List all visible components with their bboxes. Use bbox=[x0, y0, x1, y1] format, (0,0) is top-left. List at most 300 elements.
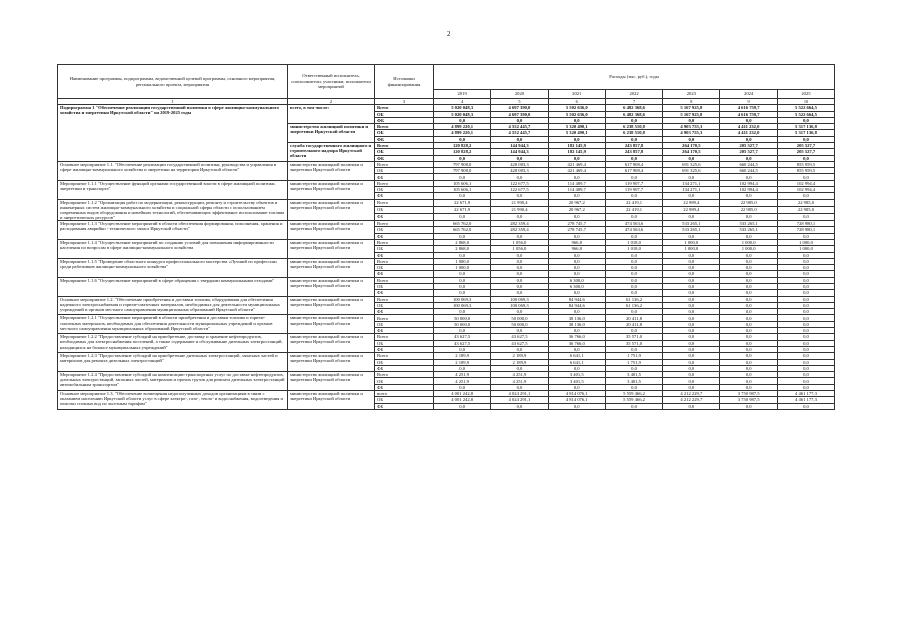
amount-cell: 120 828,2 bbox=[434, 149, 491, 155]
amount-cell: 966,8 bbox=[548, 239, 605, 245]
amount-cell: 144 944,3 bbox=[491, 149, 548, 155]
amount-cell: 0,0 bbox=[548, 258, 605, 264]
amount-cell: 2 189,9 bbox=[491, 359, 548, 365]
amount-cell: 134 271,1 bbox=[663, 187, 720, 193]
budget-table bbox=[57, 64, 835, 410]
amount-cell: 4 251,9 bbox=[434, 372, 491, 378]
amount-cell: 38 136,0 bbox=[548, 315, 605, 321]
amount-cell: 50 000,0 bbox=[491, 315, 548, 321]
amount-cell: 102 994,4 bbox=[777, 187, 834, 193]
amount-cell: 4 251,9 bbox=[491, 372, 548, 378]
amount-cell: 0,0 bbox=[777, 284, 834, 290]
amount-cell: 282 359,4 bbox=[491, 227, 548, 233]
executor-cell: министерство жилищной политики и энергетики Иркутской области bbox=[288, 258, 375, 277]
amount-cell: 0,0 bbox=[605, 265, 662, 271]
amount-cell: 0,0 bbox=[434, 403, 491, 409]
funding-source-cell: ФБ bbox=[375, 193, 434, 199]
amount-cell: 0,0 bbox=[663, 136, 720, 142]
amount-cell: 100 069,3 bbox=[434, 296, 491, 302]
funding-source-cell: ОБ bbox=[375, 397, 434, 403]
amount-cell: 100 069,3 bbox=[434, 302, 491, 308]
amount-cell: 21 990,4 bbox=[491, 199, 548, 206]
amount-cell: 43 627,5 bbox=[491, 340, 548, 346]
program-item-name: Подпрограмма 1 "Обеспечение реализации государственной политики в сфере жилищно-коммунального хозяйства и энергетики Иркутской области" на 2019-2025 годы bbox=[58, 105, 288, 162]
amount-cell: 2 189,9 bbox=[434, 359, 491, 365]
amount-cell: 0,0 bbox=[548, 155, 605, 161]
funding-source-cell: ОБ bbox=[375, 321, 434, 327]
header-year: 2024 bbox=[720, 90, 777, 99]
amount-cell: 4 411 232,0 bbox=[720, 130, 777, 136]
amount-cell: 61 136,2 bbox=[605, 302, 662, 308]
amount-cell: 0,0 bbox=[491, 193, 548, 199]
amount-cell: 0,0 bbox=[548, 193, 605, 199]
amount-cell: 36 766,0 bbox=[548, 340, 605, 346]
amount-cell: 0,0 bbox=[491, 258, 548, 264]
amount-cell: 2 868,0 bbox=[434, 246, 491, 252]
page-number: 2 bbox=[447, 30, 451, 38]
funding-source-cell: Всего bbox=[375, 258, 434, 264]
amount-cell: 0,0 bbox=[548, 117, 605, 123]
executor-cell: министерство жилищной политики и энергетики Иркутской области bbox=[288, 353, 375, 372]
amount-cell: 617 908,4 bbox=[605, 161, 662, 167]
amount-cell: 243 857,8 bbox=[605, 142, 662, 148]
amount-cell: 35 571,0 bbox=[605, 340, 662, 346]
funding-source-cell: ОБ bbox=[375, 246, 434, 252]
funding-source-cell: Всего bbox=[375, 124, 434, 130]
amount-cell: 0,0 bbox=[605, 346, 662, 352]
amount-cell: 84 944,6 bbox=[548, 302, 605, 308]
funding-source-cell: ФБ bbox=[375, 174, 434, 180]
amount-cell: 5 167 925,8 bbox=[663, 111, 720, 117]
amount-cell: 0,0 bbox=[491, 136, 548, 142]
amount-cell: 182 145,9 bbox=[548, 142, 605, 148]
amount-cell: 0,0 bbox=[663, 213, 720, 220]
amount-cell: 0,0 bbox=[605, 258, 662, 264]
amount-cell: 0,0 bbox=[605, 365, 662, 371]
amount-cell: 1 000,0 bbox=[777, 246, 834, 252]
funding-source-cell: ОБ bbox=[375, 227, 434, 233]
amount-cell: 0,0 bbox=[491, 403, 548, 409]
amount-cell: 0,0 bbox=[777, 372, 834, 378]
amount-cell: 6 641,1 bbox=[548, 359, 605, 365]
amount-cell: 660 244,5 bbox=[720, 168, 777, 174]
amount-cell: 205 527,7 bbox=[777, 142, 834, 148]
executor-cell: министерство жилищной политики и энергетики Иркутской области bbox=[288, 239, 375, 258]
amount-cell: 0,0 bbox=[434, 277, 491, 283]
amount-cell: 533 265,1 bbox=[720, 221, 777, 227]
header-executor-column: Ответственный исполнитель, соисполнители, участники, исполнители мероприятий bbox=[288, 65, 375, 99]
amount-cell: 0,0 bbox=[663, 315, 720, 321]
amount-cell: 5 020 048,3 bbox=[434, 105, 491, 111]
amount-cell: 122 677,5 bbox=[491, 187, 548, 193]
amount-cell: 0,0 bbox=[777, 334, 834, 340]
amount-cell: 0,0 bbox=[491, 290, 548, 296]
amount-cell: 0,0 bbox=[491, 265, 548, 271]
amount-cell: 182 145,9 bbox=[548, 149, 605, 155]
funding-source-cell: ФБ bbox=[375, 233, 434, 239]
amount-cell: 100 069,3 bbox=[491, 302, 548, 308]
amount-cell: 0,0 bbox=[663, 117, 720, 123]
amount-cell: 3 401,5 bbox=[548, 372, 605, 378]
amount-cell: 0,0 bbox=[548, 252, 605, 258]
program-item-name: Мероприятие 1.2.1 "Осуществление мероприятий в области приобретения и доставки топлива и горюче-смазочных материалов, необходимых для обеспечения деятельности муниципальных учреждений и органов местного самоуправления муниципальных образований Иркутской области" bbox=[58, 315, 288, 334]
funding-source-cell: ФБ bbox=[375, 155, 434, 161]
amount-cell: 4 899 220,1 bbox=[434, 124, 491, 130]
amount-cell: 0,0 bbox=[605, 271, 662, 277]
amount-cell: 1 000,0 bbox=[777, 239, 834, 245]
funding-source-cell: ФБ bbox=[375, 271, 434, 277]
amount-cell: 1 000,0 bbox=[434, 258, 491, 264]
amount-cell: 0,0 bbox=[663, 284, 720, 290]
funding-source-cell: ОБ bbox=[375, 206, 434, 213]
amount-cell: 0,0 bbox=[720, 328, 777, 334]
funding-source-cell: ОБ bbox=[375, 378, 434, 384]
amount-cell: 0,0 bbox=[663, 296, 720, 302]
amount-cell: 21 990,4 bbox=[491, 206, 548, 213]
amount-cell: 0,0 bbox=[663, 321, 720, 327]
amount-cell: 0,0 bbox=[605, 213, 662, 220]
funding-source-cell: Всего bbox=[375, 142, 434, 148]
amount-cell: 1 018,0 bbox=[605, 246, 662, 252]
amount-cell: 4 616 759,7 bbox=[720, 111, 777, 117]
amount-cell: 4 814 076,1 bbox=[548, 397, 605, 403]
amount-cell: 0,0 bbox=[777, 359, 834, 365]
amount-cell: 1 000,0 bbox=[720, 239, 777, 245]
amount-cell: 0,0 bbox=[548, 174, 605, 180]
amount-cell: 0,0 bbox=[777, 378, 834, 384]
amount-cell: 22 671,9 bbox=[434, 206, 491, 213]
amount-cell: 0,0 bbox=[720, 353, 777, 359]
amount-cell: 1 056,0 bbox=[491, 246, 548, 252]
table-row bbox=[58, 199, 835, 206]
amount-cell: 1 056,0 bbox=[491, 239, 548, 245]
amount-cell: 6 300,0 bbox=[548, 277, 605, 283]
funding-source-cell: ФБ bbox=[375, 290, 434, 296]
table-body bbox=[58, 105, 835, 410]
amount-cell: 50 000,0 bbox=[434, 315, 491, 321]
amount-cell: 5 522 664,5 bbox=[777, 105, 834, 111]
amount-cell: 0,0 bbox=[777, 155, 834, 161]
executor-cell: министерство жилищной политики и энергетики Иркутской области bbox=[288, 221, 375, 240]
amount-cell: 4 001 242,8 bbox=[434, 397, 491, 403]
column-number: 9 bbox=[720, 99, 777, 105]
amount-cell: 144 944,3 bbox=[491, 142, 548, 148]
funding-source-cell: Всего bbox=[375, 239, 434, 245]
column-number: 5 bbox=[491, 99, 548, 105]
amount-cell: 0,0 bbox=[720, 193, 777, 199]
funding-source-cell: ФБ bbox=[375, 403, 434, 409]
amount-cell: 20 411,8 bbox=[605, 321, 662, 327]
amount-cell: 20 411,8 bbox=[605, 315, 662, 321]
funding-source-cell: Всего bbox=[375, 315, 434, 321]
amount-cell: 0,0 bbox=[777, 136, 834, 142]
amount-cell: 428 083,3 bbox=[491, 161, 548, 167]
amount-cell: 2 189,9 bbox=[434, 353, 491, 359]
amount-cell: 0,0 bbox=[777, 233, 834, 239]
amount-cell: 114 489,7 bbox=[548, 180, 605, 186]
executor-cell: всего, в том числе: bbox=[288, 105, 375, 124]
amount-cell: 533 265,1 bbox=[720, 227, 777, 233]
amount-cell: 3 750 987,5 bbox=[720, 397, 777, 403]
column-number: 2 bbox=[288, 99, 375, 105]
funding-source-cell: ОБ bbox=[375, 265, 434, 271]
amount-cell: 0,0 bbox=[663, 378, 720, 384]
executor-cell: министерство жилищной политики и энергетики Иркутской области bbox=[288, 372, 375, 391]
funding-source-cell: ФБ bbox=[375, 365, 434, 371]
amount-cell: 50 000,0 bbox=[434, 321, 491, 327]
executor-cell: министерство жилищной политики и энергетики Иркутской области bbox=[288, 277, 375, 296]
amount-cell: 22 985,0 bbox=[777, 199, 834, 206]
amount-cell: 0,0 bbox=[720, 365, 777, 371]
amount-cell: 4 212 229,7 bbox=[663, 391, 720, 397]
funding-source-cell: Всего bbox=[375, 180, 434, 186]
amount-cell: 264 170,5 bbox=[663, 149, 720, 155]
amount-cell: 0,0 bbox=[663, 365, 720, 371]
amount-cell: 0,0 bbox=[491, 328, 548, 334]
amount-cell: 0,0 bbox=[663, 359, 720, 365]
column-number: 4 bbox=[434, 99, 491, 105]
funding-source-cell: Всего bbox=[375, 161, 434, 167]
amount-cell: 0,0 bbox=[777, 174, 834, 180]
amount-cell: 0,0 bbox=[434, 213, 491, 220]
amount-cell: 2 868,0 bbox=[434, 239, 491, 245]
amount-cell: 134 271,1 bbox=[663, 180, 720, 186]
amount-cell: 0,0 bbox=[720, 296, 777, 302]
amount-cell: 4 616 759,7 bbox=[720, 105, 777, 111]
amount-cell: 0,0 bbox=[434, 233, 491, 239]
amount-cell: 0,0 bbox=[434, 117, 491, 123]
amount-cell: 0,0 bbox=[777, 346, 834, 352]
amount-cell: 0,0 bbox=[491, 384, 548, 390]
executor-cell: министерство жилищной политики и энергетики Иркутской области bbox=[288, 391, 375, 410]
amount-cell: 114 489,7 bbox=[548, 187, 605, 193]
amount-cell: 0,0 bbox=[663, 265, 720, 271]
amount-cell: 0,0 bbox=[605, 117, 662, 123]
column-number: 7 bbox=[605, 99, 662, 105]
header-year: 2022 bbox=[605, 90, 662, 99]
amount-cell: 22 985,0 bbox=[777, 206, 834, 213]
amount-cell: 0,0 bbox=[605, 193, 662, 199]
funding-source-cell: ФБ bbox=[375, 136, 434, 142]
amount-cell: 6 238 510,8 bbox=[605, 124, 662, 130]
amount-cell: 0,0 bbox=[548, 365, 605, 371]
executor-cell: министерство жилищной политики и энергетики Иркутской области bbox=[288, 124, 375, 143]
amount-cell: 0,0 bbox=[663, 403, 720, 409]
program-item-name: Мероприятие 1.2.4 "Предоставление субсидий на компенсацию транспортных услуг по доставке нефтепродуктов, дизельных электростанций, запасных частей, материалов и прочих грузов для ремонта дизельных электростанций автомобильным транспортом" bbox=[58, 372, 288, 391]
funding-source-cell: ОБ bbox=[375, 187, 434, 193]
amount-cell: 0,0 bbox=[491, 346, 548, 352]
amount-cell: 4 212 229,7 bbox=[663, 397, 720, 403]
amount-cell: 0,0 bbox=[663, 346, 720, 352]
header-spending-column: Расходы (тыс. руб.), годы bbox=[434, 65, 835, 90]
amount-cell: 0,0 bbox=[720, 372, 777, 378]
amount-cell: 4 461 177,3 bbox=[777, 397, 834, 403]
amount-cell: 4 411 232,0 bbox=[720, 124, 777, 130]
amount-cell: 205 527,7 bbox=[720, 142, 777, 148]
amount-cell: 61 136,2 bbox=[605, 296, 662, 302]
amount-cell: 0,0 bbox=[548, 403, 605, 409]
amount-cell: 22 989,4 bbox=[663, 206, 720, 213]
header-source-column: Источники финансирования bbox=[375, 65, 434, 99]
amount-cell: 22 419,1 bbox=[605, 199, 662, 206]
executor-cell: министерство жилищной политики и энергетики Иркутской области bbox=[288, 296, 375, 315]
amount-cell: 0,0 bbox=[491, 117, 548, 123]
header-name-column: Наименование программы, подпрограммы, ведомственной целевой программы, основного мероприятия, регионального проекта, мероприятия bbox=[58, 65, 288, 99]
program-item-name: Мероприятие 1.1.6 "Осуществление мероприятий в сфере обращения с твердыми коммунальными отходами" bbox=[58, 277, 288, 296]
amount-cell: 282 359,4 bbox=[491, 221, 548, 227]
funding-source-cell: Всего bbox=[375, 353, 434, 359]
amount-cell: 0,0 bbox=[777, 302, 834, 308]
amount-cell: 0,0 bbox=[777, 271, 834, 277]
amount-cell: 0,0 bbox=[663, 340, 720, 346]
amount-cell: 421 469,4 bbox=[548, 161, 605, 167]
amount-cell: 50 000,0 bbox=[491, 321, 548, 327]
amount-cell: 36 766,0 bbox=[548, 334, 605, 340]
amount-cell: 0,0 bbox=[491, 155, 548, 161]
amount-cell: 278 745,7 bbox=[548, 221, 605, 227]
amount-cell: 0,0 bbox=[777, 277, 834, 283]
amount-cell: 20 967,2 bbox=[548, 206, 605, 213]
amount-cell: 0,0 bbox=[605, 136, 662, 142]
funding-source-cell: ФБ bbox=[375, 117, 434, 123]
amount-cell: 728 980,1 bbox=[777, 221, 834, 227]
amount-cell: 5 167 925,8 bbox=[663, 105, 720, 111]
amount-cell: 0,0 bbox=[720, 315, 777, 321]
executor-cell: министерство жилищной политики и энергетики Иркутской области bbox=[288, 334, 375, 353]
program-item-name: Мероприятие 1.1.1 "Осуществление функций органами государственной власти в сфере жилищной политики, энергетики и транспорта" bbox=[58, 180, 288, 199]
funding-source-cell: ОБ bbox=[375, 359, 434, 365]
program-item-name: Мероприятие 1.1.4 "Осуществление мероприятий по созданию условий для повышения информированности населения по вопросам в сфере жилищно-коммунального хозяйства bbox=[58, 239, 288, 258]
executor-cell: служба государственного жилищного и строительного надзора Иркутской области bbox=[288, 142, 375, 161]
amount-cell: 243 857,8 bbox=[605, 149, 662, 155]
amount-cell: 797 908,0 bbox=[434, 168, 491, 174]
amount-cell: 0,0 bbox=[434, 290, 491, 296]
funding-source-cell: Всего bbox=[375, 334, 434, 340]
amount-cell: 0,0 bbox=[548, 213, 605, 220]
amount-cell: 0,0 bbox=[663, 328, 720, 334]
header-year: 2025 bbox=[777, 90, 834, 99]
funding-source-cell: ФБ bbox=[375, 252, 434, 258]
amount-cell: 474 563,6 bbox=[605, 221, 662, 227]
amount-cell: 0,0 bbox=[663, 302, 720, 308]
amount-cell: 205 527,7 bbox=[777, 149, 834, 155]
amount-cell: 0,0 bbox=[720, 258, 777, 264]
amount-cell: 3 401,5 bbox=[548, 378, 605, 384]
amount-cell: 0,0 bbox=[491, 213, 548, 220]
amount-cell: 691 325,6 bbox=[663, 168, 720, 174]
funding-source-cell: ОБ bbox=[375, 149, 434, 155]
amount-cell: 0,0 bbox=[605, 277, 662, 283]
amount-cell: 105 606,1 bbox=[434, 187, 491, 193]
amount-cell: 0,0 bbox=[777, 213, 834, 220]
executor-cell: министерство жилищной политики и энергетики Иркутской области bbox=[288, 199, 375, 220]
program-item-name: Мероприятие 1.1.5 "Проведение областного конкурса профессионального мастерства «Лучший по профессии» среди работников жилищно-коммунального хозяйства" bbox=[58, 258, 288, 277]
amount-cell: 4 899 220,1 bbox=[434, 130, 491, 136]
amount-cell: 0,0 bbox=[434, 271, 491, 277]
amount-cell: 0,0 bbox=[777, 315, 834, 321]
amount-cell: 35 571,0 bbox=[605, 334, 662, 340]
funding-source-cell: ОБ bbox=[375, 168, 434, 174]
funding-source-cell: ФБ bbox=[375, 384, 434, 390]
amount-cell: 0,0 bbox=[663, 193, 720, 199]
amount-cell: 0,0 bbox=[491, 174, 548, 180]
amount-cell: 0,0 bbox=[720, 277, 777, 283]
amount-cell: 1 751,9 bbox=[605, 359, 662, 365]
amount-cell: 0,0 bbox=[663, 290, 720, 296]
amount-cell: 617 908,4 bbox=[605, 168, 662, 174]
amount-cell: 0,0 bbox=[720, 378, 777, 384]
amount-cell: 4 697 390,0 bbox=[491, 111, 548, 117]
amount-cell: 5 320 490,1 bbox=[548, 130, 605, 136]
funding-source-cell: Всего bbox=[375, 296, 434, 302]
amount-cell: 22 985,0 bbox=[720, 199, 777, 206]
budget-table-container bbox=[57, 64, 834, 410]
amount-cell: 6 238 510,8 bbox=[605, 130, 662, 136]
amount-cell: 0,0 bbox=[605, 384, 662, 390]
amount-cell: 4 251,9 bbox=[434, 378, 491, 384]
amount-cell: 797 908,0 bbox=[434, 161, 491, 167]
amount-cell: 0,0 bbox=[605, 174, 662, 180]
amount-cell: 4 814 076,1 bbox=[548, 391, 605, 397]
amount-cell: 5 522 664,5 bbox=[777, 111, 834, 117]
executor-cell: министерство жилищной политики и энергетики Иркутской области bbox=[288, 180, 375, 199]
amount-cell: 0,0 bbox=[548, 265, 605, 271]
amount-cell: 0,0 bbox=[434, 155, 491, 161]
amount-cell: 0,0 bbox=[548, 309, 605, 315]
funding-source-cell: всего bbox=[375, 391, 434, 397]
amount-cell: 0,0 bbox=[605, 233, 662, 239]
amount-cell: 1 000,0 bbox=[663, 246, 720, 252]
amount-cell: 0,0 bbox=[663, 233, 720, 239]
amount-cell: 0,0 bbox=[663, 258, 720, 264]
amount-cell: 3 401,5 bbox=[605, 372, 662, 378]
amount-cell: 966,8 bbox=[548, 246, 605, 252]
amount-cell: 0,0 bbox=[548, 346, 605, 352]
amount-cell: 205 527,7 bbox=[720, 149, 777, 155]
amount-cell: 22 985,0 bbox=[720, 206, 777, 213]
amount-cell: 4 024 291,1 bbox=[491, 397, 548, 403]
amount-cell: 43 627,5 bbox=[434, 340, 491, 346]
header-year: 2020 bbox=[491, 90, 548, 99]
header-year: 2021 bbox=[548, 90, 605, 99]
amount-cell: 0,0 bbox=[720, 340, 777, 346]
amount-cell: 0,0 bbox=[548, 233, 605, 239]
amount-cell: 0,0 bbox=[720, 155, 777, 161]
amount-cell: 119 907,7 bbox=[605, 180, 662, 186]
amount-cell: 0,0 bbox=[434, 384, 491, 390]
amount-cell: 0,0 bbox=[491, 277, 548, 283]
amount-cell: 0,0 bbox=[548, 328, 605, 334]
funding-source-cell: Всего bbox=[375, 277, 434, 283]
amount-cell: 3 401,5 bbox=[605, 378, 662, 384]
amount-cell: 691 325,6 bbox=[663, 161, 720, 167]
amount-cell: 0,0 bbox=[720, 403, 777, 409]
amount-cell: 0,0 bbox=[777, 340, 834, 346]
column-number: 3 bbox=[375, 99, 434, 105]
program-item-name: Основное мероприятие 1.2. "Обеспечение приобретения и доставки топлива, оборудования для обеспечения надежного электроснабжения и горюче-смазочных материалов, необходимых для деятельности муниципальных учреждений и органов местного самоуправления муниципальных образований Иркутской области" bbox=[58, 296, 288, 315]
amount-cell: 0,0 bbox=[663, 155, 720, 161]
amount-cell: 0,0 bbox=[605, 252, 662, 258]
amount-cell: 0,0 bbox=[777, 384, 834, 390]
amount-cell: 84 944,6 bbox=[548, 296, 605, 302]
amount-cell: 0,0 bbox=[777, 328, 834, 334]
amount-cell: 0,0 bbox=[720, 117, 777, 123]
amount-cell: 855 959,5 bbox=[777, 161, 834, 167]
funding-source-cell: Всего bbox=[375, 221, 434, 227]
amount-cell: 428 083,3 bbox=[491, 168, 548, 174]
amount-cell: 0,0 bbox=[720, 233, 777, 239]
amount-cell: 0,0 bbox=[605, 155, 662, 161]
